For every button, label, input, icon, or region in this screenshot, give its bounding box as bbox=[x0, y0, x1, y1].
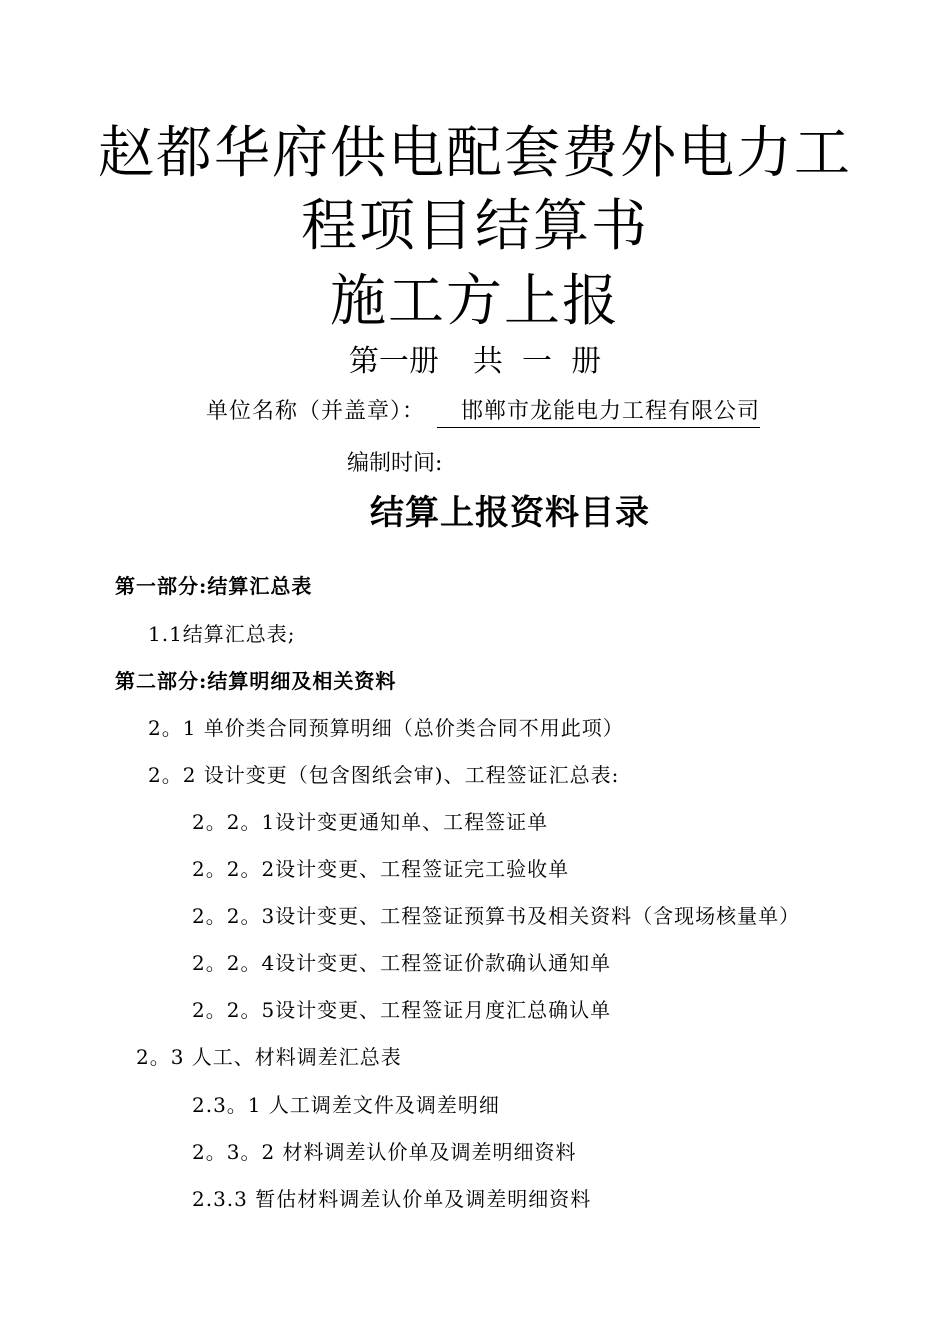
document-title-line-2: 程项目结算书 bbox=[301, 194, 649, 259]
volume-info bbox=[0, 342, 950, 382]
toc-item-2-3-3: 2.3.3 暂估材料调差认价单及调差明细资料 bbox=[192, 1187, 592, 1211]
toc-item-1-1: 1.1结算汇总表; bbox=[148, 622, 296, 646]
toc-item-2-2-5: 2。2。5设计变更、工程签证月度汇总确认单 bbox=[192, 998, 612, 1022]
toc-title: 结算上报资料目录 bbox=[370, 493, 650, 533]
volume-total-prefix: 共 bbox=[472, 344, 503, 379]
toc-item-2-2-2: 2。2。2设计变更、工程签证完工验收单 bbox=[192, 857, 570, 881]
toc-item-2-2-3: 2。2。3设计变更、工程签证预算书及相关资料（含现场核量单） bbox=[192, 904, 801, 928]
document-subtitle: 施工方上报 bbox=[330, 269, 620, 334]
toc-part-2: 第二部分:结算明细及相关资料 bbox=[115, 669, 397, 693]
toc-item-2-2-4: 2。2。4设计变更、工程签证价款确认通知单 bbox=[192, 951, 612, 975]
toc-part-1: 第一部分:结算汇总表 bbox=[115, 574, 313, 598]
volume-total-num: 一 bbox=[522, 344, 552, 379]
document-title-line-1: 赵都华府供电配套费外电力工 bbox=[98, 121, 852, 186]
volume-part: 第一册 bbox=[348, 344, 439, 379]
toc-item-2-3-2: 2。3。2 材料调差认价单及调差明细资料 bbox=[192, 1140, 577, 1164]
toc-item-2-3: 2。3 人工、材料调差汇总表 bbox=[136, 1045, 402, 1069]
toc-item-2-2-1: 2。2。1设计变更通知单、工程签证单 bbox=[192, 810, 549, 834]
unit-name-row bbox=[206, 396, 760, 428]
compile-time-label: 编制时间: bbox=[347, 451, 443, 476]
unit-name-label: 单位名称（并盖章）： bbox=[206, 399, 426, 424]
toc-item-2-1: 2。1 单价类合同预算明细（总价类合同不用此项） bbox=[148, 716, 624, 740]
toc-item-2-2: 2。2 设计变更（包含图纸会审)、工程签证汇总表: bbox=[148, 763, 620, 787]
toc-item-2-3-1: 2.3。1 人工调差文件及调差明细 bbox=[192, 1093, 500, 1117]
volume-total-suffix: 册 bbox=[571, 344, 602, 379]
unit-name-value: 邯郸市龙能电力工程有限公司 bbox=[437, 397, 760, 428]
